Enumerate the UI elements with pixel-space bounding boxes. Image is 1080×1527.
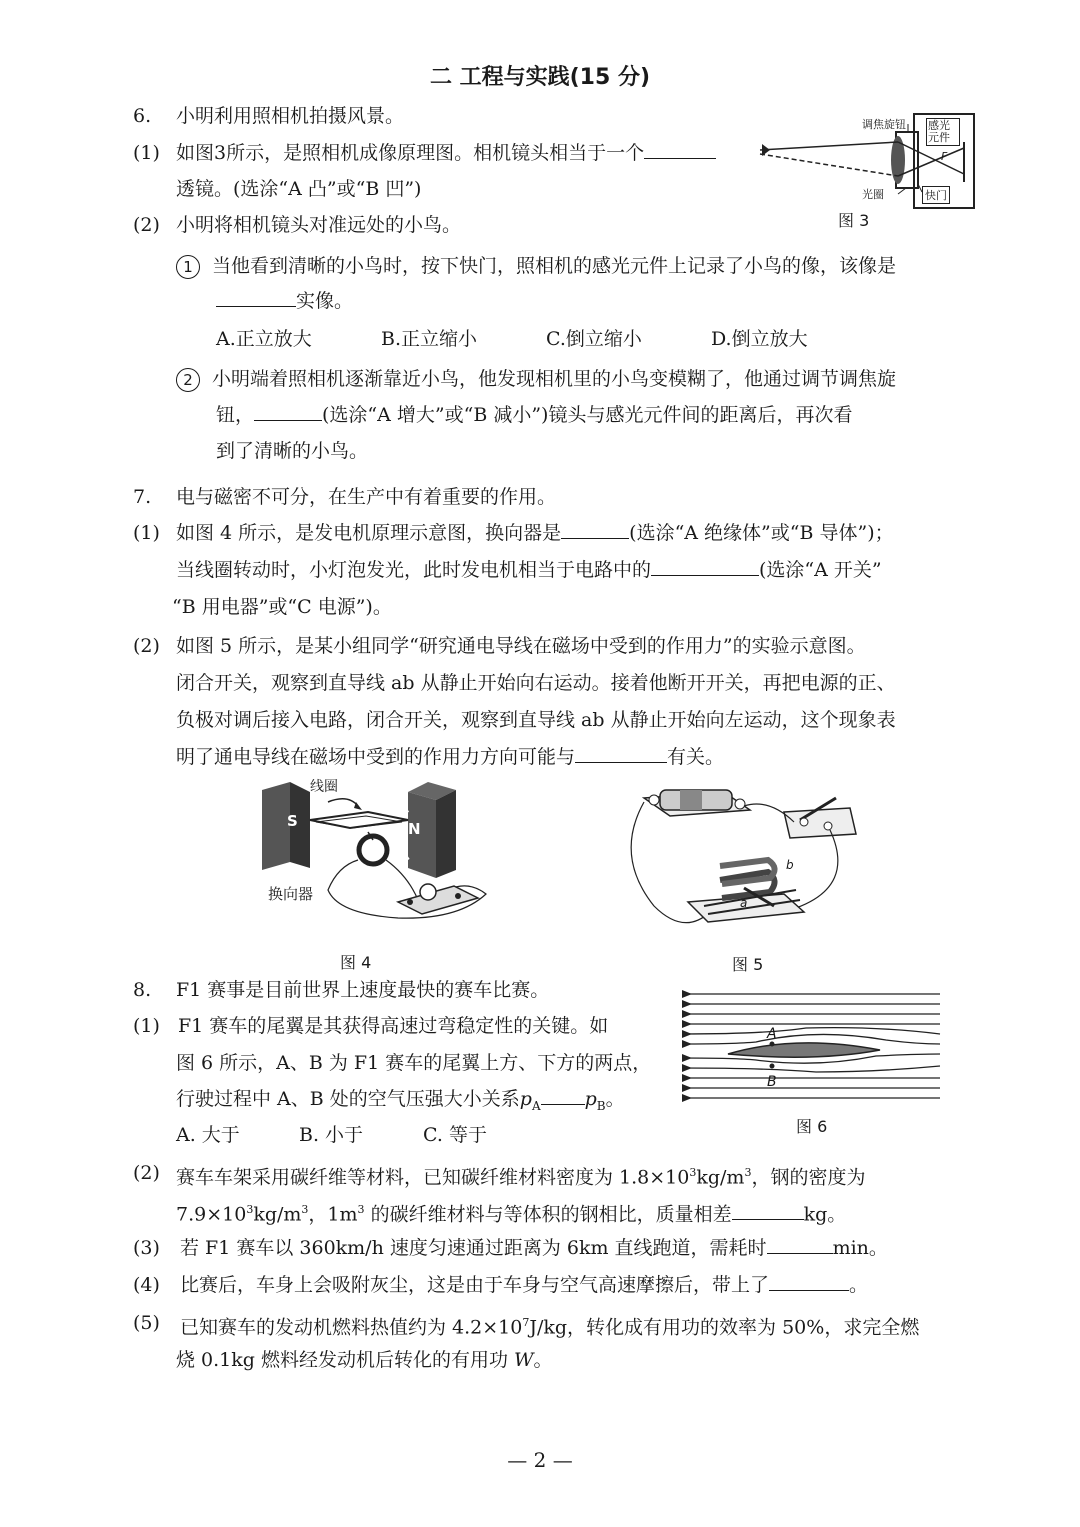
q6-p1-line2: 透镜。(选涂“A 凸”或“B 凹”) xyxy=(176,178,422,200)
q7-p1-text-b1: 当线圈转动时，小灯泡发光，此时发电机相当于电路中的 xyxy=(176,559,652,581)
fig4-label-commutator: 换向器 xyxy=(268,885,314,903)
fig5-label-b: b xyxy=(786,858,794,872)
q8-number: 8. xyxy=(133,979,152,1001)
q8-p2-text-b2: kg/m xyxy=(253,1203,302,1226)
q7-p2-number: (2) xyxy=(133,635,160,657)
q6-p1-text-a: 如图3所示，是照相机成像原理图。相机镜头相当于一个 xyxy=(176,142,645,164)
q7-stem: 电与磁密不可分，在生产中有着重要的作用。 xyxy=(176,486,557,508)
q8-p1-line3 xyxy=(176,1086,625,1119)
pressure-b-subscript: B xyxy=(596,1098,606,1113)
q6-p1-line1 xyxy=(176,140,716,166)
q7-p1-text-a1: 如图 4 所示，是发电机原理示意图，换向器是 xyxy=(176,522,562,544)
flow-arrows xyxy=(682,990,692,1102)
figure-4-generator xyxy=(258,780,498,940)
q8-option-c: C. 等于 xyxy=(423,1124,487,1146)
q8-p4-text-a: 比赛后，车身上会吸附灰尘，这是由于车身与空气高速摩擦后，带上了 xyxy=(180,1274,770,1296)
q6-option-a: A.正立放大 xyxy=(216,328,312,350)
pressure-b-symbol: p xyxy=(584,1088,597,1110)
q6-c2-text-b2: (选涂“A 增大”或“B 减小”)镜头与感光元件间的距离后，再次看 xyxy=(322,404,853,426)
coil xyxy=(310,812,408,828)
fig3-caption: 图 3 xyxy=(838,211,870,230)
q8-p2-line1 xyxy=(176,1160,865,1190)
q8-p1-line1: F1 赛车的尾翼是其获得高速过弯稳定性的关键。如 xyxy=(178,1015,609,1037)
q8-stem: F1 赛事是目前世界上速度最快的赛车比赛。 xyxy=(176,979,550,1001)
q7-p1-line3: “B 用电器”或“C 电源”)。 xyxy=(172,596,392,618)
q6-p2-number: (2) xyxy=(133,214,160,236)
fig3-label-shutter: 快门 xyxy=(922,186,950,204)
fig3-label-focus: F xyxy=(941,150,948,163)
fig4-label-coil: 线圈 xyxy=(310,779,338,795)
q8-p2-exp-b2: 3 xyxy=(301,1203,309,1216)
q6-c1-line1 xyxy=(176,253,896,279)
q6-c2-text-a: 小明端着照相机逐渐靠近小鸟，他发现相机里的小鸟变模糊了，他通过调节调焦旋 xyxy=(212,368,897,390)
q8-p5-text-b3: 。 xyxy=(533,1349,553,1371)
q8-p2-exp-a2: 3 xyxy=(744,1166,752,1179)
q8-p5-text-a2: J/kg，转化成有用功的效率为 50%，求完全燃 xyxy=(529,1316,920,1339)
q8-p2-exp-b3: 3 xyxy=(357,1203,365,1216)
page-number: — 2 — xyxy=(507,1448,573,1472)
q6-c2-line3: 到了清晰的小鸟。 xyxy=(216,440,369,462)
q8-p3-number: (3) xyxy=(133,1237,160,1259)
q8-p1-end: 。 xyxy=(605,1088,625,1110)
fig3-label-knob: 调焦旋钮 xyxy=(862,118,906,131)
q7-p1-line2 xyxy=(176,557,882,583)
point-a-marker xyxy=(770,1042,775,1047)
q8-p2-text-b1: 7.9×10 xyxy=(176,1203,247,1226)
work-symbol: W xyxy=(514,1349,534,1371)
q8-p5-exp: 7 xyxy=(522,1316,530,1329)
q8-p1-text-c: 行驶过程中 A、B 处的空气压强大小关系 xyxy=(176,1088,520,1110)
q8-p5-line1 xyxy=(180,1310,919,1340)
answer-blank-7-2[interactable] xyxy=(575,744,667,763)
wing-airfoil xyxy=(728,1043,880,1057)
answer-blank-6-2-1[interactable] xyxy=(216,288,296,307)
answer-blank-7-1-1[interactable] xyxy=(561,520,629,539)
circled-number-2: 2 xyxy=(176,368,200,392)
pressure-a-subscript: A xyxy=(531,1098,541,1113)
q7-number: 7. xyxy=(133,486,152,508)
camera-lens xyxy=(891,136,905,184)
fig4-caption: 图 4 xyxy=(340,953,372,972)
q8-p2-line2 xyxy=(176,1197,846,1227)
q8-p5-line2 xyxy=(176,1347,553,1373)
q8-p4-number: (4) xyxy=(133,1274,160,1296)
pressure-a-symbol: p xyxy=(519,1088,532,1110)
q6-c1-text-a: 当他看到清晰的小鸟时，按下快门，照相机的感光元件上记录了小鸟的像，该像是 xyxy=(212,255,897,277)
fig6-label-a: A xyxy=(767,1026,777,1042)
q7-p2-line1: 如图 5 所示，是某小组同学“研究通电导线在磁场中受到的作用力”的实验示意图。 xyxy=(176,635,866,657)
q8-p2-number: (2) xyxy=(133,1162,160,1184)
q8-p1-number: (1) xyxy=(133,1015,160,1037)
q8-p2-text-a2: kg/m xyxy=(696,1166,745,1189)
q8-p4-text-b: 。 xyxy=(849,1274,869,1296)
magnet-s-side xyxy=(262,782,290,870)
answer-blank-8-1[interactable] xyxy=(541,1086,585,1105)
q6-c1-text-b: 实像。 xyxy=(296,290,354,312)
fig5-caption: 图 5 xyxy=(732,955,764,974)
q6-c2-line1 xyxy=(176,366,896,392)
fig3-label-sensor: 感光元件 xyxy=(926,118,960,146)
circled-number-1: 1 xyxy=(176,255,200,279)
q6-stem: 小明利用照相机拍摄风景。 xyxy=(176,105,405,127)
switch-base xyxy=(784,808,856,838)
q8-p3-text-b: min。 xyxy=(832,1237,888,1259)
q7-p1-number: (1) xyxy=(133,522,160,544)
q7-p2-line2: 闭合开关，观察到直导线 ab 从静止开始向右运动。接着他断开开关，再把电源的正、 xyxy=(176,672,896,694)
commutator xyxy=(359,836,387,864)
figure-5-circuit xyxy=(624,776,864,946)
q8-p2-text-b5: kg。 xyxy=(803,1203,847,1226)
answer-blank-6-1[interactable] xyxy=(644,140,716,159)
q8-option-b: B. 小于 xyxy=(299,1124,364,1146)
answer-blank-8-2[interactable] xyxy=(732,1201,804,1220)
q6-p2-text: 小明将相机镜头对准远处的小鸟。 xyxy=(176,214,462,236)
q8-p2-text-a3: ，钢的密度为 xyxy=(751,1166,866,1189)
q8-p3-text-a: 若 F1 赛车以 360km/h 速度匀速通过距离为 6km 直线跑道，需耗时 xyxy=(180,1237,767,1259)
section-title: 二 工程与实践(15 分) xyxy=(429,65,651,90)
q8-p4-line xyxy=(180,1272,868,1298)
q6-option-d: D.倒立放大 xyxy=(711,328,808,350)
q8-p5-text-b1: 烧 0.1kg 燃料经发动机后转化的有用功 xyxy=(176,1349,515,1371)
answer-blank-7-1-2[interactable] xyxy=(651,557,759,576)
figure-6-airflow xyxy=(676,988,946,1108)
q6-option-b: B.正立缩小 xyxy=(381,328,478,350)
q7-p1-text-a2: (选涂“A 绝缘体”或“B 导体”)； xyxy=(629,522,894,544)
q6-c2-line2 xyxy=(216,402,852,428)
q6-number: 6. xyxy=(133,105,152,127)
q8-p1-line2: 图 6 所示，A、B 为 F1 赛车的尾翼上方、下方的两点， xyxy=(176,1052,652,1074)
q7-p1-text-b2: (选涂“A 开关” xyxy=(759,559,882,581)
q7-p2-text-d2: 有关。 xyxy=(667,746,725,768)
q8-p5-number: (5) xyxy=(133,1312,160,1334)
answer-blank-6-2-2[interactable] xyxy=(254,402,322,421)
answer-blank-8-3[interactable] xyxy=(767,1235,833,1254)
fig5-label-a: a xyxy=(740,896,748,910)
q8-p2-text-a1: 赛车车架采用碳纤维等材料，已知碳纤维材料密度为 1.8×10 xyxy=(176,1166,690,1189)
fig4-label-s: S xyxy=(287,812,298,830)
q8-p2-text-b4: 的碳纤维材料与等体积的钢相比，质量相差 xyxy=(364,1203,732,1226)
q7-p2-text-d1: 明了通电导线在磁场中受到的作用力方向可能与 xyxy=(176,746,576,768)
q7-p1-line1 xyxy=(176,520,894,546)
fig3-label-aperture: 光圈 xyxy=(862,188,884,201)
q7-p2-line4 xyxy=(176,744,724,770)
light-bulb xyxy=(420,884,436,900)
q6-c2-text-b1: 钮， xyxy=(216,404,255,426)
q8-p5-text-a1: 已知赛车的发动机燃料热值约为 4.2×10 xyxy=(180,1316,523,1339)
q8-p2-exp-b: 3 xyxy=(246,1203,254,1216)
q8-option-a: A. 大于 xyxy=(176,1124,240,1146)
q8-p2-text-b3: ，1m xyxy=(308,1203,358,1226)
fig4-label-n: N xyxy=(408,820,421,838)
q6-p1-number: (1) xyxy=(133,142,160,164)
q8-p2-exp-a: 3 xyxy=(689,1166,697,1179)
q6-option-c: C.倒立缩小 xyxy=(546,328,642,350)
answer-blank-8-4[interactable] xyxy=(769,1272,849,1291)
q7-p2-line3: 负极对调后接入电路，闭合开关，观察到直导线 ab 从静止开始向左运动，这个现象表 xyxy=(176,709,896,731)
q8-p3-line xyxy=(180,1235,888,1261)
fig6-caption: 图 6 xyxy=(796,1117,828,1136)
q6-c1-line2 xyxy=(216,288,353,314)
point-b-marker xyxy=(770,1064,775,1069)
fig6-label-b: B xyxy=(767,1074,777,1090)
